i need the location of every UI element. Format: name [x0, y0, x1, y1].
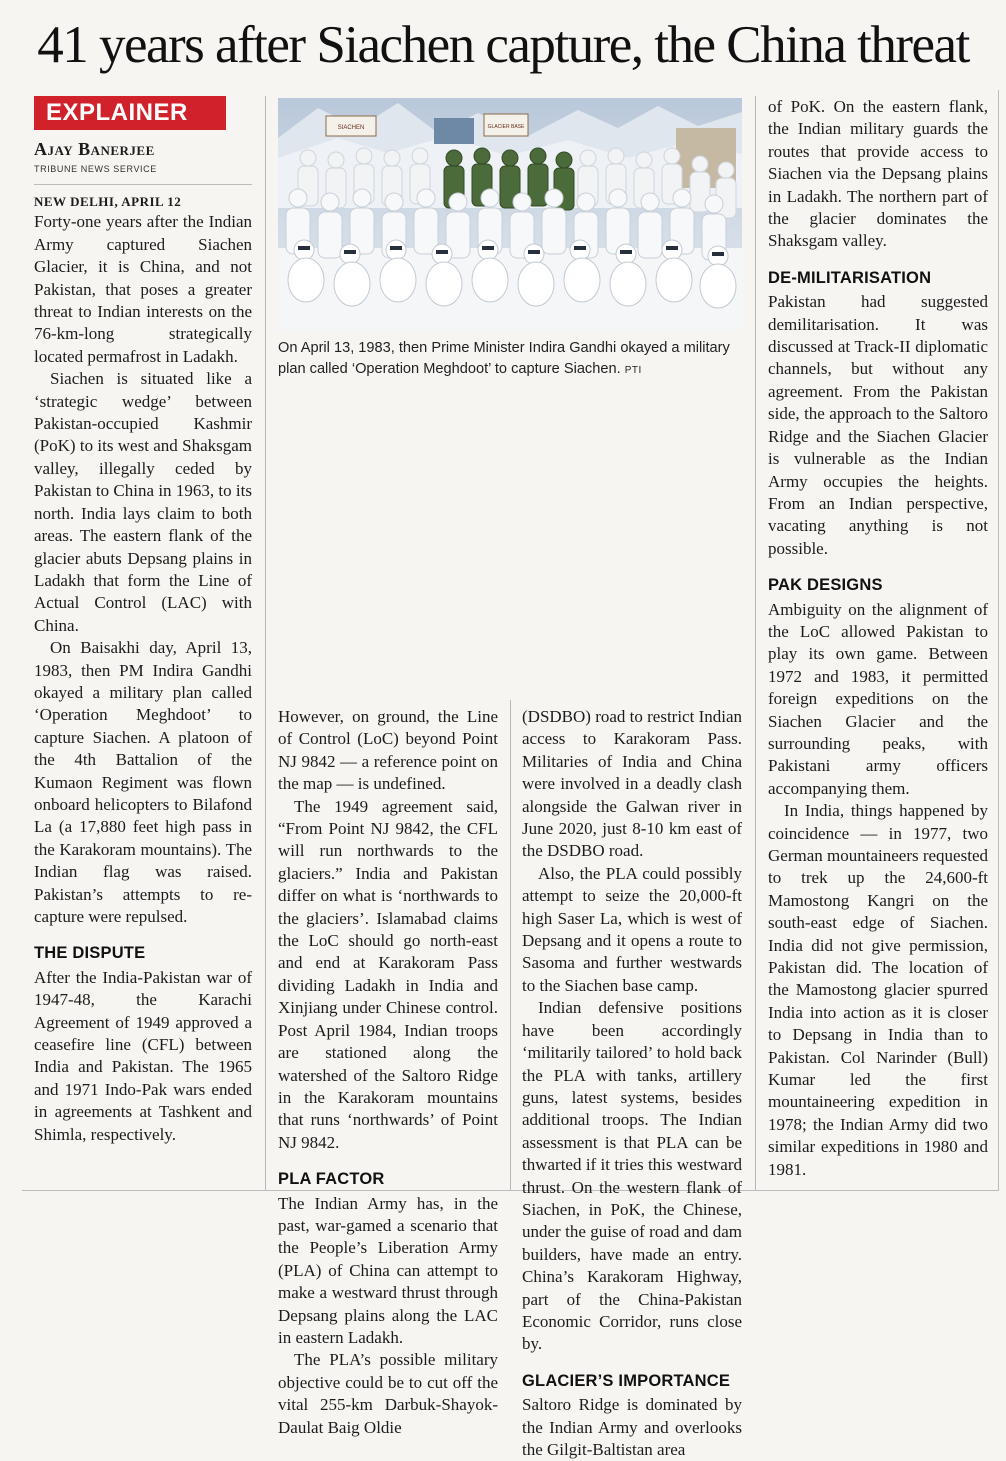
column-rule — [265, 96, 266, 1190]
paragraph: After the India-Pakistan war of 1947-48, the Karachi Agreement of 1949 approved a ceasefire line (CFL) between India and Pakistan. The 1965 and 1971 Indo-Pak wars ended in agreements at Tashkent and Shimla, respectively. — [34, 967, 252, 1144]
column-rule — [510, 700, 511, 1190]
news-photo — [278, 98, 742, 330]
explainer-label: EXPLAINER — [34, 96, 226, 130]
column-1 — [34, 96, 252, 1146]
column-rule — [755, 96, 756, 1190]
paragraph: (DSDBO) road to restrict Indian access to Karakoram Pass. Militaries of India and China were involved in a deadly clash alongside the Galwan river in June 2020, just 8-10 km east of the DSDBO road. — [522, 707, 743, 861]
paragraph: of PoK. On the eastern flank, the Indian military guards the routes that provide access to Siachen via the Depsang plains in Ladakh. The northern part of the glacier dominates the Shaksgam valley. — [768, 97, 988, 251]
caption-text: On April 13, 1983, then Prime Minister Indira Gandhi okayed a military plan called ‘Operation Meghdoot’ to capture Siachen. — [278, 340, 730, 377]
section-heading-demilitarisation: DE-MILITARISATION — [768, 268, 932, 287]
paragraph: Pakistan had suggested demilitarisation. It was discussed at Track-II diplomatic channels, but without any agreement. From the Pakistan side, the approach to the Saltoro Ridge and the Siachen Glacier is vulnerable as the Indian Army occupies the heights. From an Indian perspective, vacating anything is not possible. — [768, 292, 988, 558]
column-4 — [768, 96, 988, 1181]
paragraph: Siachen is situated like a ‘strategic wedge’ between Pakistan-occupied Kashmir (PoK) to its west and Shaksgam valley, illegally ceded by Pakistan to China in 1963, to its north. India lays claim to both areas. The eastern flank of the glacier abuts Depsang plains in Ladakh that form the Line of Actual Control (LAC) with China. — [34, 369, 252, 635]
column-2 — [278, 706, 498, 1439]
photo-caption — [278, 338, 744, 381]
paragraph: However, on ground, the Line of Control (LoC) beyond Point NJ 9842 — a reference point on the map — is undefined. — [278, 707, 498, 794]
photo-credit: PTI — [624, 365, 642, 376]
dateline: NEW DELHI, APRIL 12 — [34, 194, 182, 210]
paragraph: Also, the PLA could possibly attempt to seize the 20,000-ft high Saser La, which is west of Depsang and it opens a route to Sasoma and further westwards to the Siachen base camp. — [522, 863, 742, 995]
photo-banner-left: SIACHEN — [337, 125, 365, 131]
paragraph: Forty-one years after the Indian Army captured Siachen Glacier, it is China, and not Pakistan, that poses a greater threat to Indian interests on the 76-km-long strategically located permafrost in Ladakh. — [34, 212, 252, 366]
paragraph: The Indian Army has, in the past, war-gamed a scenario that the People’s Liberation Army (PLA) of China can attempt to make a westward thrust through Depsang plains along the LAC in eastern Ladakh. — [278, 1193, 498, 1347]
paragraph: Ambiguity on the alignment of the LoC allowed Pakistan to play its own game. Between 1972 and 1983, it permitted foreign expeditions on the Siachen Glacier and the surrounding peaks, with Pakistani army officers accompanying them. — [768, 599, 988, 798]
paragraph: On Baisakhi day, April 13, 1983, then PM Indira Gandhi okayed a military plan called ‘Operation Meghdoot’ to capture Siachen. A platoon of the 4th Battalion of the Kumaon Regiment was flown onboard helicopters to Bilafond La (a 17,880 feet high pass in the Karakoram mountains). The Indian flag was raised. Pakistan’s attempts to re-capture were repulsed. — [34, 638, 252, 926]
paragraph: Saltoro Ridge is dominated by the Indian Army and overlooks the Gilgit-Baltistan area — [522, 1395, 742, 1459]
paragraph: In India, things happened by coincidence — in 1977, two German mountaineers requested to trek up the 24,600-ft Mamostong Kangri on the south-east edge of Siachen. India did not give permission, Pakistan did. The location of the Mamostong glacier spurred India into action as it is closer to Depsang in India than to Pakistan. Col Narinder (Bull) Kumar led the first mountaineering expedition in 1978; the Indian Army did two similar expeditions in 1980 and 1981. — [768, 801, 988, 1179]
paragraph: The PLA’s possible military objective could be to cut off the vital 255-km Darbuk-Shayok-Daulat Baig Oldie — [278, 1350, 498, 1437]
byline: Ajay Banerjee — [34, 139, 155, 159]
paragraph: The 1949 agreement said, “From Point NJ 9842, the CFL will run northwards to the glaciers.” India and Pakistan differ on what is ‘northwards to the glaciers’. Islamabad claims the LoC should go north-east and end at Karakoram Pass dividing Ladakh in India and Xinjiang under Chinese control. Post April 1984, Indian troops are stationed along the watershed of the Saltoro Ridge in the Karakoram mountains that runs ‘northwards’ of Point NJ 9842. — [278, 796, 498, 1152]
soldiers-group-photo — [278, 98, 742, 330]
page-headline: 41 years after Siachen capture, the China threat — [37, 16, 969, 74]
section-heading-glacier: GLACIER’S IMPORTANCE — [522, 1371, 731, 1390]
column-3 — [522, 706, 742, 1461]
section-heading-dispute: THE DISPUTE — [34, 944, 146, 963]
section-heading-pak-designs: PAK DESIGNS — [768, 576, 883, 595]
photo-banner-right: GLACIER BASE — [487, 124, 525, 130]
agency-credit: TRIBUNE NEWS SERVICE — [34, 158, 252, 185]
paragraph: Indian defensive positions have been accordingly ‘militarily tailored’ to hold back the PLA with tanks, artillery guns, latest systems, besides additional troops. The Indian assessment is that PLA can be thwarted if it tries this westward thrust. On the western flank of Siachen, in PoK, the Chinese, under the guise of road and dam builders, have made an entry. China’s Karakoram Highway, part of the China-Pakistan Economic Corridor, runs close by. — [522, 998, 742, 1354]
section-heading-pla: PLA FACTOR — [278, 1170, 385, 1189]
